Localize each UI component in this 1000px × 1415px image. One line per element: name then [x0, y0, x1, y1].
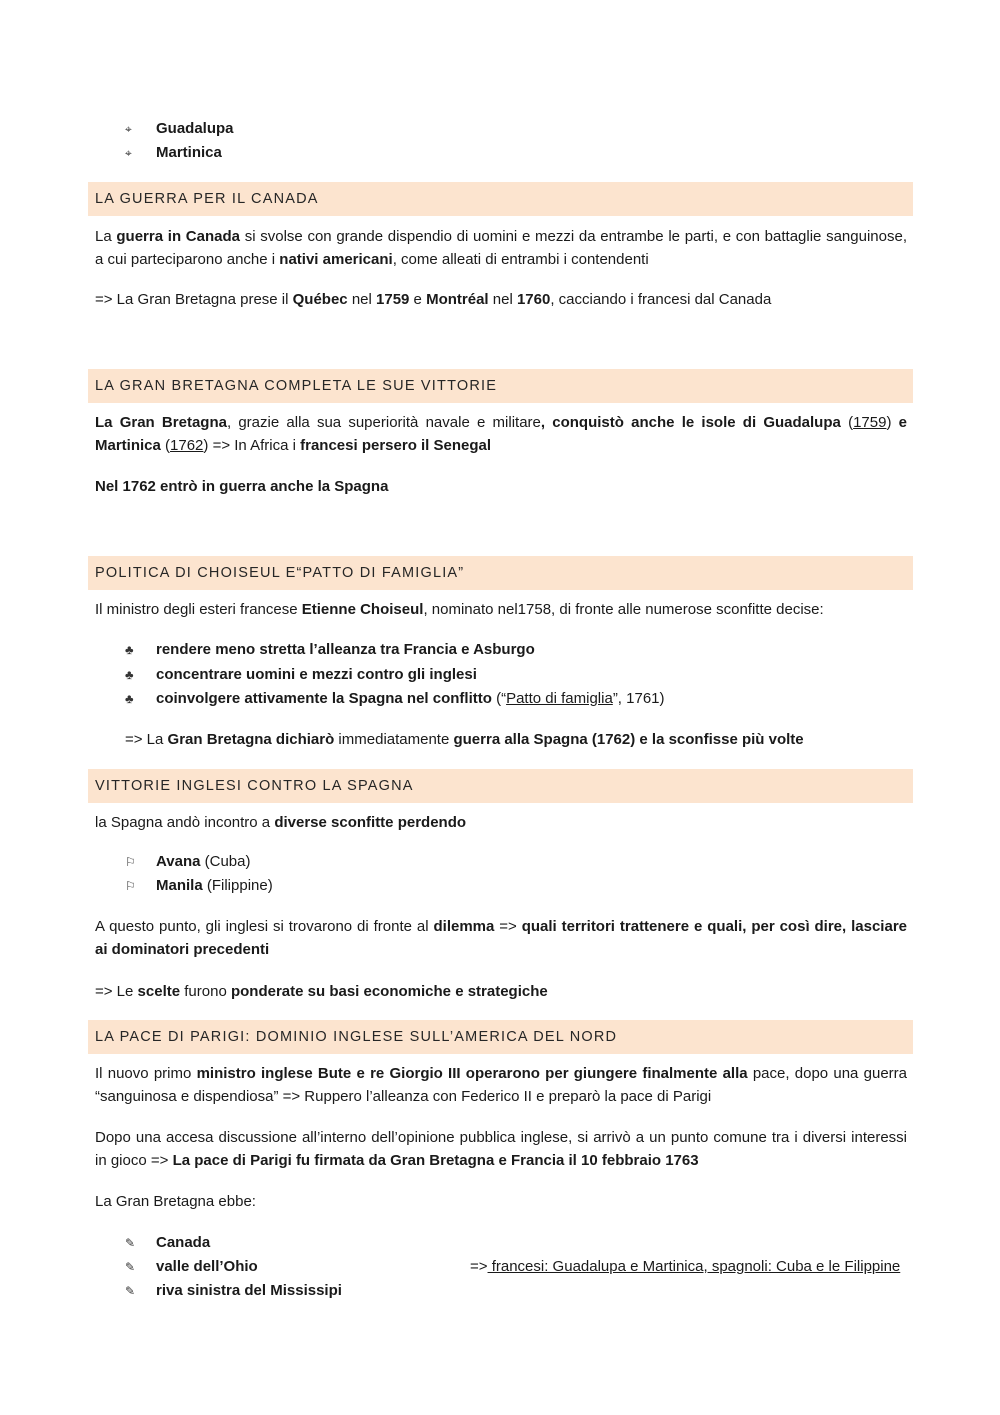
paragraph: Il nuovo primo ministro inglese Bute e re Giorgio III operarono per giungere finalmente alla pace, dopo una guerra “sanguinosa e dispendiosa” => Ruppero l’alleanza con Federico II e preparò la pace di Parigi	[95, 1065, 907, 1105]
list-item-text: Guadalupa	[156, 120, 234, 137]
list-item-text: Martinica	[156, 144, 222, 161]
paragraph: => La Gran Bretagna prese il Québec nel 1759 e Montréal nel 1760, cacciando i francesi dal Canada	[95, 291, 772, 308]
section-heading: LA PACE DI PARIGI: DOMINIO INGLESE SULL’AMERICA DEL NORD	[88, 1020, 913, 1054]
section-heading: VITTORIE INGLESI CONTRO LA SPAGNA	[88, 769, 913, 803]
club-suit-icon: ♣	[125, 691, 134, 706]
section-heading: LA GRAN BRETAGNA COMPLETA LE SUE VITTORIE	[88, 369, 913, 403]
flag-icon: ⚐	[125, 855, 136, 869]
crosshair-bullet-icon: ⌖	[125, 146, 132, 160]
paragraph: La guerra in Canada si svolse con grande dispendio di uomini e mezzi da entrambe le parti, e con battaglie sanguinose, a cui parteciparono anche i nativi americani, come alleati di entrambi i contendenti	[95, 228, 907, 268]
paragraph: Dopo una accesa discussione all’interno dell’opinione pubblica inglese, si arrivò a un punto comune tra i diversi interessi in gioco => La pace di Parigi fu firmata da Gran Bretagna e Francia il 10 febbraio 1763	[95, 1129, 907, 1169]
side-note: => francesi: Guadalupa e Martinica, spagnoli: Cuba e le Filippine	[470, 1258, 901, 1275]
pencil-icon: ✎	[125, 1260, 136, 1274]
pencil-icon: ✎	[125, 1284, 136, 1298]
paragraph: A questo punto, gli inglesi si trovarono di fronte al dilemma => quali territori trattenere e quali, per così dire, lasciare ai dominatori precedenti	[95, 918, 907, 958]
list-item: ⚐ Avana (Cuba)	[125, 850, 905, 874]
crosshair-bullet-icon: ⌖	[125, 122, 132, 136]
flag-icon: ⚐	[125, 879, 136, 893]
club-suit-icon: ♣	[125, 642, 134, 657]
paragraph: la Spagna andò incontro a diverse sconfitte perdendo	[95, 814, 467, 831]
list-item	[125, 117, 905, 141]
paragraph: La Gran Bretagna, grazie alla sua superiorità navale e militare, conquistò anche le isole di Guadalupa (1759) e Martinica (1762) => In Africa i francesi persero il Senegal	[95, 414, 907, 454]
paragraph: Nel 1762 entrò in guerra anche la Spagna	[95, 478, 389, 495]
paragraph: La Gran Bretagna ebbe:	[95, 1193, 256, 1210]
list-item	[125, 141, 905, 165]
list-item: ✎ riva sinistra del Mississipi	[125, 1279, 905, 1303]
paragraph: => La Gran Bretagna dichiarò immediatamente guerra alla Spagna (1762) e la sconfisse più volte	[125, 731, 804, 748]
club-suit-icon: ♣	[125, 667, 134, 682]
section-heading: POLITICA DI CHOISEUL E“PATTO DI FAMIGLIA”	[88, 556, 913, 590]
section-heading: LA GUERRA PER IL CANADA	[88, 182, 913, 216]
list-item: ♣ concentrare uomini e mezzi contro gli inglesi	[125, 663, 905, 687]
list-item: ⚐ Manila (Filippine)	[125, 874, 905, 898]
paragraph: => Le scelte furono ponderate su basi economiche e strategiche	[95, 983, 548, 1000]
pencil-icon: ✎	[125, 1236, 136, 1250]
paragraph: Il ministro degli esteri francese Etienne Choiseul, nominato nel1758, di fronte alle numerose sconfitte decise:	[95, 601, 824, 618]
list-item: ♣ rendere meno stretta l’alleanza tra Francia e Asburgo	[125, 638, 905, 662]
list-item: ✎ Canada	[125, 1231, 905, 1255]
list-item: ♣ coinvolgere attivamente la Spagna nel conflitto (“Patto di famiglia”, 1761)	[125, 687, 905, 711]
list-item: ✎ valle dell’Ohio	[125, 1255, 905, 1279]
